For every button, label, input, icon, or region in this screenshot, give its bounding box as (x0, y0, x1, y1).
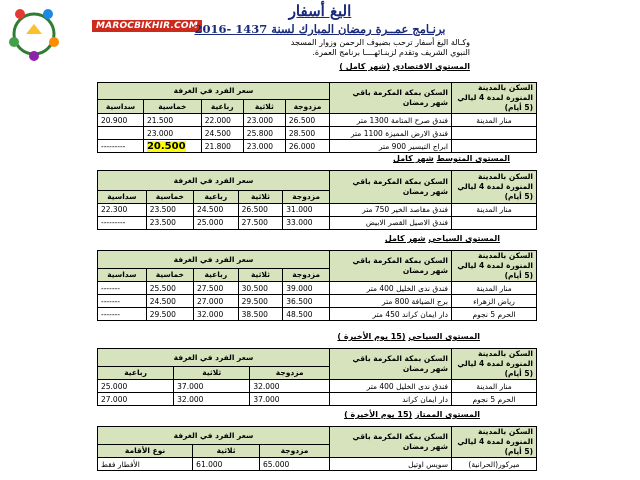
price-cell: 26.500 (238, 203, 283, 216)
table-row (98, 140, 537, 153)
column-header: خماسية (143, 99, 201, 113)
column-header: سداسية (98, 190, 147, 203)
level-note: (15 يوم الأخيرة ) (344, 410, 413, 419)
hotel-name: فندق ندى الخليل 400 متر (330, 380, 452, 393)
city-cell: منار المدينة (452, 380, 537, 393)
price-cell: 23.500 (146, 203, 193, 216)
price-header: سعر الفرد في الغرفة (98, 171, 330, 191)
intro-line: وكـالة اليغ أسفار ترحب بضيوف الرحمن وزوار المسجد (290, 38, 470, 47)
makkah-header: السكن بمكة المكرمة باقي شهر رمضان (330, 83, 452, 114)
price-cell: 25.800 (243, 127, 285, 140)
column-header: مزدوجة (285, 99, 329, 113)
city-cell (452, 140, 537, 153)
price-cell (98, 127, 144, 140)
medina-header: السكن بالمدينة المنورة لمدة 4 ليالي (5 أيام) (452, 83, 537, 114)
price-cell: 24.500 (146, 295, 193, 308)
price-header: سعر الفرد في الغرفة (98, 427, 330, 445)
price-cell: 21.500 (143, 114, 201, 127)
price-table (97, 426, 537, 471)
price-table (97, 250, 537, 321)
level-label (339, 62, 470, 71)
table-header-row (98, 171, 537, 191)
column-header: مزدوجة (260, 444, 330, 457)
column-header: سداسية (98, 99, 144, 113)
price-cell: --------- (98, 216, 147, 229)
price-cell: 28.500 (285, 127, 329, 140)
hotel-name: فندق ندى الخليل 400 متر (330, 282, 452, 295)
price-cell: 25.000 (98, 380, 174, 393)
level-title: المستوى الممتاز (415, 410, 480, 419)
hotel-name: فندق صرح المتامة 1300 متر (330, 114, 452, 127)
price-cell: 26.000 (285, 140, 329, 153)
price-cell: 39.000 (283, 282, 330, 295)
city-cell (452, 127, 537, 140)
hotel-name: سويس اوتيل (330, 458, 452, 471)
column-header: ثلاثية (238, 268, 283, 281)
price-header: سعر الفرد في الغرفة (98, 349, 330, 367)
price-cell: 33.000 (283, 216, 330, 229)
column-header: خماسية (146, 190, 193, 203)
city-cell: الحرم 5 نجوم (452, 308, 537, 321)
level-label (393, 154, 510, 163)
price-cell: 27.500 (238, 216, 283, 229)
site-tag[interactable]: MAROCBIKHIR.COM (92, 20, 202, 32)
column-header: خماسية (146, 268, 193, 281)
price-cell: 21.800 (201, 140, 243, 153)
price-cell: 22.300 (98, 203, 147, 216)
column-header: مزدوجة (250, 366, 330, 379)
price-cell: 65.000 (260, 458, 330, 471)
hotel-name: فندق مقاصد الخير 750 متر (330, 203, 452, 216)
level-title: المستوى السياحي (428, 234, 500, 243)
price-cell: 38.500 (238, 308, 283, 321)
table-row (98, 308, 537, 321)
price-cell: 37.000 (250, 393, 330, 406)
price-cell: 23.000 (243, 140, 285, 153)
price-cell: 25.500 (146, 282, 193, 295)
price-cell: 36.500 (283, 295, 330, 308)
column-header: مزدوجة (283, 268, 330, 281)
price-cell: 22.000 (201, 114, 243, 127)
table-header-row (98, 349, 537, 367)
level-label (385, 234, 500, 243)
price-cell (143, 140, 201, 153)
level-note: شهر كامل (393, 154, 434, 163)
makkah-header: السكن بمكة المكرمة باقي شهر رمضان (330, 427, 452, 458)
medina-header: السكن بالمدينة المنورة لمدة 4 ليالي (5 أيام) (452, 349, 537, 380)
price-table (97, 82, 537, 153)
price-cell: 32.000 (250, 380, 330, 393)
table-header-row (98, 83, 537, 100)
price-cell: 29.500 (238, 295, 283, 308)
city-cell: منار المدينة (452, 114, 537, 127)
price-cell: 27.500 (194, 282, 239, 295)
price-cell: 32.000 (174, 393, 250, 406)
level-label (337, 332, 480, 341)
hotel-name: دار ايمان كراند (330, 393, 452, 406)
city-cell: منار المدينة (452, 282, 537, 295)
highlighted-price: 20.500 (146, 140, 186, 152)
column-header: رباعية (98, 366, 174, 379)
table-row (98, 203, 537, 216)
column-header: رباعية (194, 268, 239, 281)
level-title: المستوى السياحي (408, 332, 480, 341)
level-title: المستوى الاقتصادي (392, 62, 470, 71)
price-cell: 32.000 (194, 308, 239, 321)
medina-header: السكن بالمدينة المنورة لمدة 4 ليالي (5 أيام) (452, 251, 537, 282)
column-header: ثلاثية (238, 190, 283, 203)
column-header: ثلاثية (193, 444, 260, 457)
city-cell: رياض الزهراء (452, 295, 537, 308)
hotel-name: فندق الارض المميزة 1100 متر (330, 127, 452, 140)
city-cell: الحرم 5 نجوم (452, 393, 537, 406)
price-cell: 24.500 (201, 127, 243, 140)
column-header: ثلاثية (174, 366, 250, 379)
column-header: ثلاثية (243, 99, 285, 113)
table-row (98, 114, 537, 127)
table-row (98, 295, 537, 308)
makkah-header: السكن بمكة المكرمة باقي شهر رمضان (330, 171, 452, 204)
price-table (97, 348, 537, 406)
price-cell: 23.500 (146, 216, 193, 229)
column-header: رباعية (201, 99, 243, 113)
city-cell: منار المدينة (452, 203, 537, 216)
price-header: سعر الفرد في الغرفة (98, 251, 330, 269)
column-header: مزدوجة (283, 190, 330, 203)
price-cell: 25.000 (194, 216, 239, 229)
price-cell: --------- (98, 140, 144, 153)
level-note: (15 يوم الأخيرة ) (337, 332, 406, 341)
makkah-header: السكن بمكة المكرمة باقي شهر رمضان (330, 349, 452, 380)
hotel-name: فندق الاصيل القصر الابيض (330, 216, 452, 229)
price-cell: 29.500 (146, 308, 193, 321)
agency-logo-icon (4, 4, 92, 62)
column-header: سداسية (98, 268, 147, 281)
level-title: المستوى المتوسط (436, 154, 510, 163)
table-row (98, 380, 537, 393)
table-row (98, 282, 537, 295)
table-header-row (98, 427, 537, 445)
intro-line: النبوي الشريف وتقدم لزبنـائهــــا برنامج العمرة. (312, 48, 470, 57)
price-cell: 61.000 (193, 458, 260, 471)
hotel-name: برج الضيافة 800 متر (330, 295, 452, 308)
column-header: نوع الأقامة (98, 444, 193, 457)
hotel-name: دار ايمان كراند 450 متر (330, 308, 452, 321)
table-row (98, 393, 537, 406)
price-cell: 26.500 (285, 114, 329, 127)
price-cell: 31.000 (283, 203, 330, 216)
price-cell: ------- (98, 282, 147, 295)
city-cell: ميركور(الحرانية) (452, 458, 537, 471)
price-cell: ------- (98, 295, 147, 308)
level-label (344, 410, 480, 419)
table-row (98, 127, 537, 140)
page-subtitle: برنـامج عمــرة رمضان المبارك لسنة 1437 -2016 (194, 22, 446, 36)
price-header: سعر الفرد في الغرفة (98, 83, 330, 100)
price-cell: 27.000 (98, 393, 174, 406)
level-note: (شهر كامل ) (339, 62, 391, 71)
price-cell: 48.500 (283, 308, 330, 321)
page-title: اليغ أسفار (288, 2, 352, 20)
hotel-name: ابراج التيسير 900 متر (330, 140, 452, 153)
level-note: شهر كامل (384, 234, 426, 243)
price-cell: 23.000 (243, 114, 285, 127)
price-cell: 37.000 (174, 380, 250, 393)
price-cell: 23.000 (143, 127, 201, 140)
price-cell: 30.500 (238, 282, 283, 295)
column-header: رباعية (194, 190, 239, 203)
price-cell: 20.900 (98, 114, 144, 127)
makkah-header: السكن بمكة المكرمة باقي شهر رمضان (330, 251, 452, 282)
intro-text (290, 38, 470, 58)
price-cell: الأفطار فقط (98, 458, 193, 471)
medina-header: السكن بالمدينة المنورة لمدة 4 ليالي (5 أيام) (452, 427, 537, 458)
price-table (97, 170, 537, 230)
table-header-row (98, 251, 537, 269)
price-cell: ------- (98, 308, 147, 321)
medina-header: السكن بالمدينة المنورة لمدة 4 ليالي (5 أيام) (452, 171, 537, 204)
price-cell: 27.000 (194, 295, 239, 308)
table-row (98, 458, 537, 471)
table-row (98, 216, 537, 229)
price-cell: 24.500 (194, 203, 239, 216)
city-cell (452, 216, 537, 229)
